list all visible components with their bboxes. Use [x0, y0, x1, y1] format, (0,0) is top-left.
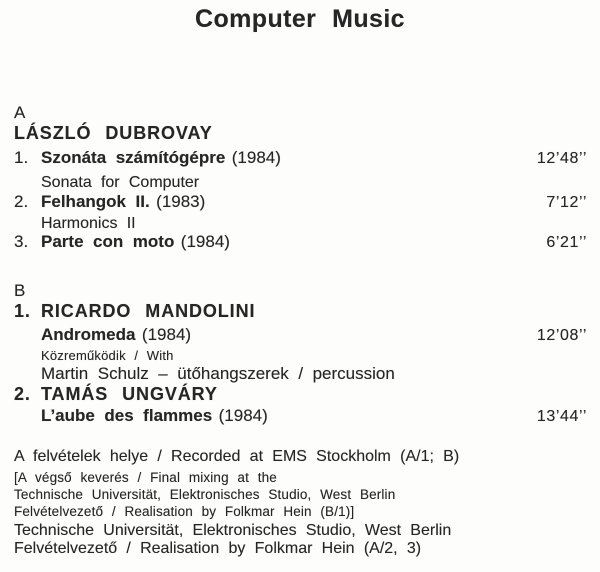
track-title: Parte con moto: [41, 232, 175, 251]
track-duration: 6’21’’: [546, 234, 587, 251]
artist-row: [14, 301, 587, 322]
track-year: (1984): [231, 148, 281, 167]
credits-bracket-line: Felvételvezető / Realisation by Folkmar Hein (B/1)]: [14, 504, 355, 519]
track-number: 3.: [14, 232, 29, 251]
album-title: Computer Music: [195, 5, 405, 33]
side-b-label: B: [14, 281, 26, 300]
track-duration: 7’12’’: [546, 194, 587, 211]
artist-number: 2.: [14, 384, 31, 404]
track-title: L’aube des flammes: [41, 406, 213, 425]
track-title: Andromeda: [41, 325, 136, 344]
artist-number: 1.: [14, 301, 31, 321]
track-duration: 12’48’’: [536, 150, 587, 167]
credits-studio-line: Technische Universität, Elektronisches Studio, West Berlin: [14, 522, 452, 539]
track-number: 2.: [14, 192, 29, 211]
track-number: 1.: [14, 148, 29, 167]
side-a-label: A: [14, 103, 26, 122]
artist-row: [14, 384, 587, 405]
track-row: [14, 148, 587, 168]
credit-performer: Martin Schulz – ütőhangszerek / percussion: [41, 364, 395, 383]
track-duration: 12’08’’: [536, 327, 587, 344]
track-title: Szonáta számítógépre: [41, 148, 226, 167]
track-duration: 13’44’’: [536, 408, 587, 425]
track-year: (1983): [156, 192, 206, 211]
track-title: Felhangok II.: [41, 192, 150, 211]
track-subtitle: Sonata for Computer: [41, 174, 200, 191]
track-row: [14, 192, 587, 212]
credits-recorded-line: A felvételek helye / Recorded at EMS Stockholm (A/1; B): [14, 448, 460, 465]
artist-name: TAMÁS UNGVÁRY: [41, 384, 218, 404]
credits-bracket-line: [A végső keverés / Final mixing at the: [14, 470, 277, 485]
track-year: (1984): [218, 406, 268, 425]
track-row: [14, 232, 587, 252]
track-year: (1984): [180, 232, 230, 251]
artist-name: RICARDO MANDOLINI: [41, 301, 256, 321]
track-year: (1984): [141, 325, 192, 344]
credit-with-label: Közreműködik / With: [41, 348, 174, 363]
side-a-artist: LÁSZLÓ DUBROVAY: [14, 123, 213, 143]
track-row: [14, 406, 587, 426]
credits-realisation-line: Felvételvezető / Realisation by Folkmar Hein (A/2, 3): [14, 540, 422, 557]
track-subtitle: Harmonics II: [41, 215, 136, 232]
credits-bracket-line: Technische Universität, Elektronisches Studio, West Berlin: [14, 487, 396, 502]
track-row: [14, 325, 587, 345]
